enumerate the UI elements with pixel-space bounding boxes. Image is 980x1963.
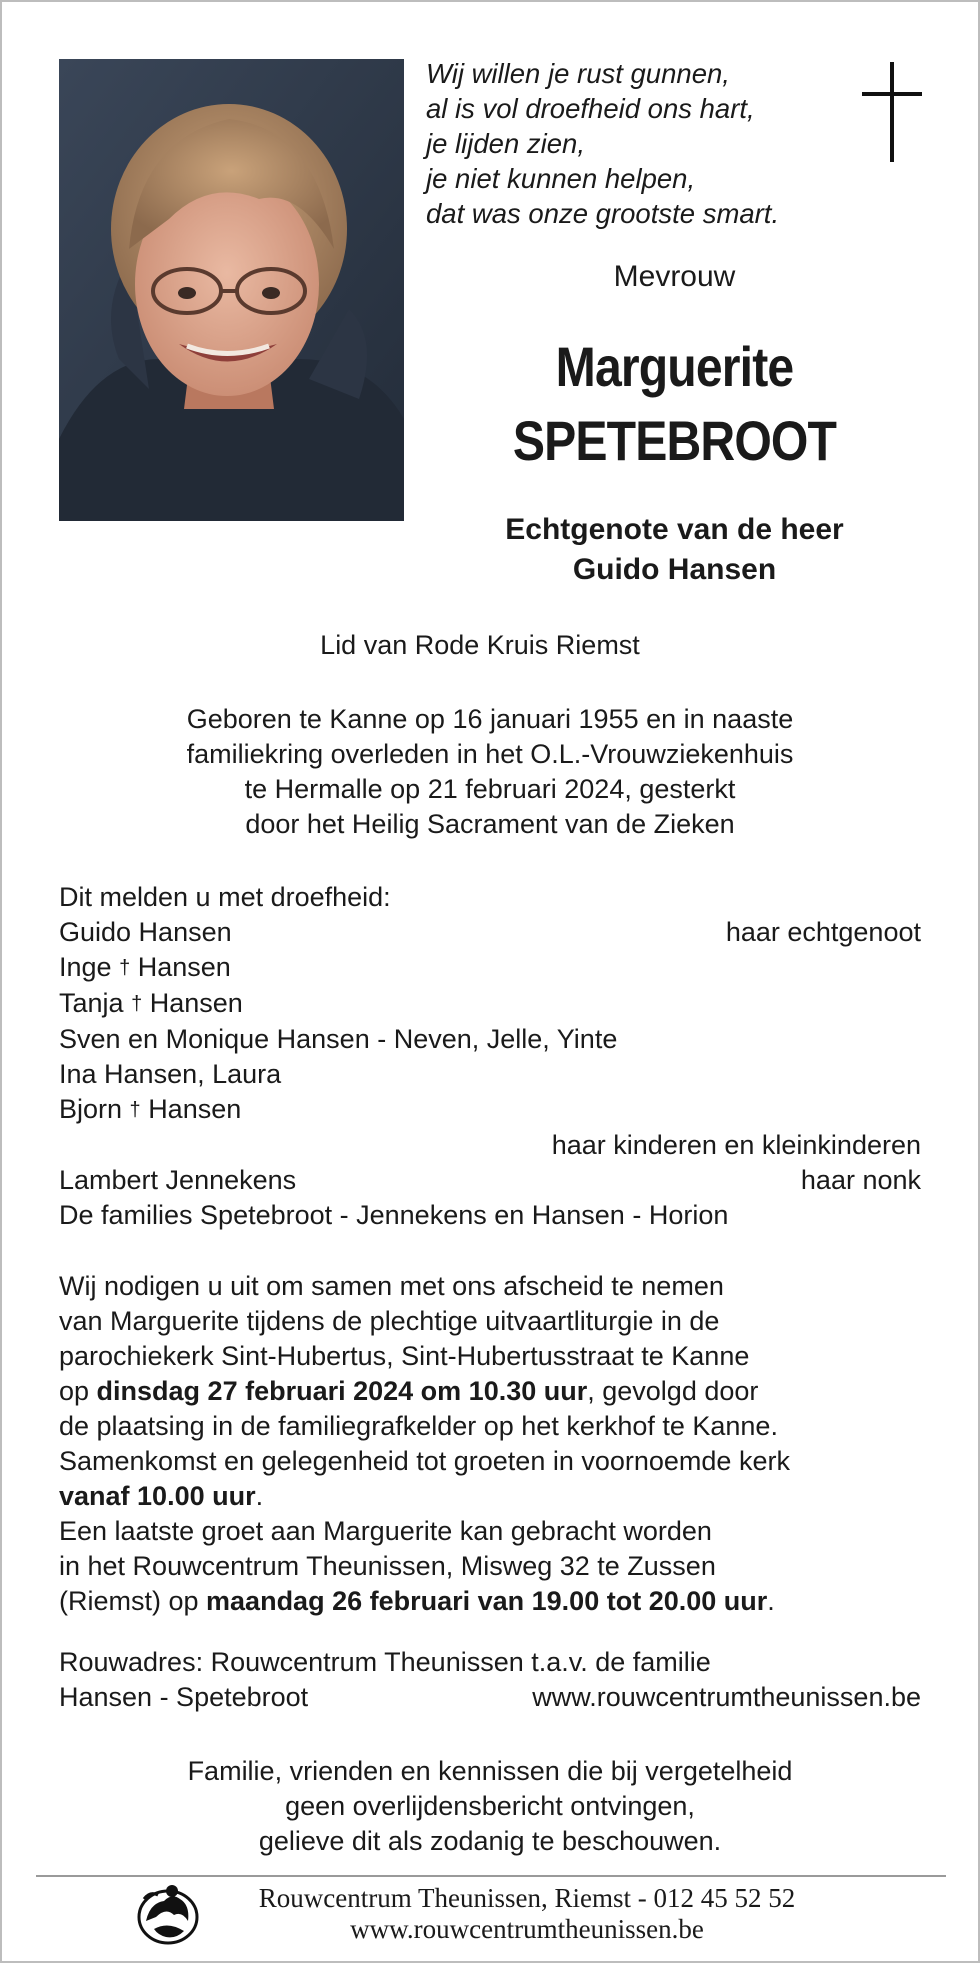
address-family: Hansen - Spetebroot: [59, 1682, 309, 1712]
cross-icon: [862, 62, 922, 162]
funeral-invitation: [59, 1269, 939, 1619]
mourner-name: Lambert Jennekens: [59, 1165, 297, 1195]
poem-line: je niet kunnen helpen,: [426, 163, 696, 194]
text-span: op: [59, 1376, 97, 1406]
website-link[interactable]: www.rouwcentrumtheunissen.be: [532, 1682, 921, 1712]
spouse-line: Echtgenote van de heer: [505, 513, 844, 546]
invitation-line: [59, 1584, 939, 1619]
invitation-line: in het Rouwcentrum Theunissen, Misweg 32 te Zussen: [59, 1551, 716, 1581]
mourner-row: [59, 986, 921, 1022]
invitation-line: Een laatste groet aan Marguerite kan gebracht worden: [59, 1516, 712, 1546]
footer: [207, 1883, 847, 1945]
portrait-photo: [59, 59, 404, 521]
birth-death-line: door het Heilig Sacrament van de Zieken: [245, 809, 735, 839]
spouse-name: Guido Hansen: [572, 553, 777, 586]
poem: [426, 56, 779, 231]
membership: Lid van Rode Kruis Riemst: [320, 630, 640, 660]
spouse-info: [432, 510, 917, 590]
text-span: .: [767, 1586, 775, 1616]
birth-death-line: te Hermalle op 21 februari 2024, gesterkt: [244, 774, 736, 804]
birth-death-line: Geboren te Kanne op 16 januari 1955 en in naaste: [186, 704, 794, 734]
mourners-list: [59, 880, 921, 1233]
mourner-last-name: Hansen: [148, 1094, 242, 1124]
mourner-last-name: Hansen: [149, 988, 243, 1018]
invitation-line: Wij nodigen u uit om samen met ons afscheid te nemen: [59, 1271, 724, 1301]
mourner-relation: haar echtgenoot: [725, 917, 921, 947]
mourner-row: Ina Hansen, Laura: [59, 1059, 282, 1089]
footer-divider: [36, 1875, 946, 1877]
invitation-line: parochiekerk Sint-Hubertus, Sint-Hubertusstraat te Kanne: [59, 1341, 750, 1371]
invitation-line: [59, 1479, 939, 1514]
mourner-name: Guido Hansen: [59, 917, 232, 947]
text-span: (Riemst) op: [59, 1586, 207, 1616]
deceased-name: [432, 330, 917, 478]
mourner-row: [59, 915, 921, 950]
funeral-date: dinsdag 27 februari 2024 om 10.30 uur: [96, 1376, 588, 1406]
address-line: Rouwadres: Rouwcentrum Theunissen t.a.v. de familie: [59, 1647, 711, 1677]
mourner-row: [59, 1163, 921, 1198]
mourner-row: [59, 1092, 921, 1128]
invitation-line: [59, 1374, 939, 1409]
footer-contact: Rouwcentrum Theunissen, Riemst - 012 45 52 52: [258, 1883, 796, 1913]
birth-death-text: [2, 702, 978, 842]
visitation-time: maandag 26 februari van 19.00 tot 20.00 uur: [206, 1586, 768, 1616]
invitation-line: Samenkomst en gelegenheid tot groeten in voornoemde kerk: [59, 1446, 790, 1476]
dagger-icon: †: [119, 957, 131, 979]
dagger-icon: †: [129, 1099, 141, 1121]
dagger-icon: †: [131, 993, 143, 1015]
mourner-last-name: Hansen: [137, 952, 231, 982]
notice-line: geen overlijdensbericht ontvingen,: [285, 1791, 695, 1821]
mourners-intro: Dit melden u met droefheid:: [59, 882, 391, 912]
mourner-relation: haar kinderen en kleinkinderen: [551, 1130, 921, 1160]
last-name: SPETEBROOT: [512, 409, 837, 472]
funeral-home-logo-icon: [136, 1881, 200, 1947]
invitation-line: de plaatsing in de familiegrafkelder op het kerkhof te Kanne.: [59, 1411, 778, 1441]
notice-text: [2, 1754, 978, 1859]
mourner-row: De families Spetebroot - Jennekens en Hansen - Horion: [59, 1200, 729, 1230]
mourner-relation: haar nonk: [800, 1165, 921, 1195]
poem-line: al is vol droefheid ons hart,: [426, 93, 755, 124]
notice-line: gelieve dit als zodanig te beschouwen.: [258, 1826, 722, 1856]
footer-website[interactable]: www.rouwcentrumtheunissen.be: [350, 1914, 704, 1944]
gathering-time: vanaf 10.00 uur: [59, 1481, 256, 1511]
text-span: , gevolgd door: [587, 1376, 759, 1406]
first-name: Marguerite: [555, 335, 794, 398]
text-span: .: [255, 1481, 264, 1511]
poem-line: Wij willen je rust gunnen,: [426, 58, 730, 89]
mourner-first-name: Bjorn: [59, 1094, 123, 1124]
mourner-first-name: Inge: [59, 952, 112, 982]
poem-line: dat was onze grootste smart.: [426, 198, 780, 229]
mourner-first-name: Tanja: [59, 988, 124, 1018]
notice-line: Familie, vrienden en kennissen die bij vergetelheid: [187, 1756, 793, 1786]
poem-line: je lijden zien,: [426, 128, 585, 159]
mourner-row: [59, 950, 921, 986]
invitation-line: van Marguerite tijdens de plechtige uitvaartliturgie in de: [59, 1306, 720, 1336]
birth-death-line: familiekring overleden in het O.L.-Vrouwziekenhuis: [186, 739, 794, 769]
mourner-row: [59, 1128, 921, 1163]
address-line: [59, 1680, 921, 1715]
mourner-row: Sven en Monique Hansen - Neven, Jelle, Yinte: [59, 1024, 618, 1054]
portrait-image: [59, 59, 404, 521]
salutation: Mevrouw: [613, 260, 736, 293]
mourning-address: [59, 1645, 921, 1715]
